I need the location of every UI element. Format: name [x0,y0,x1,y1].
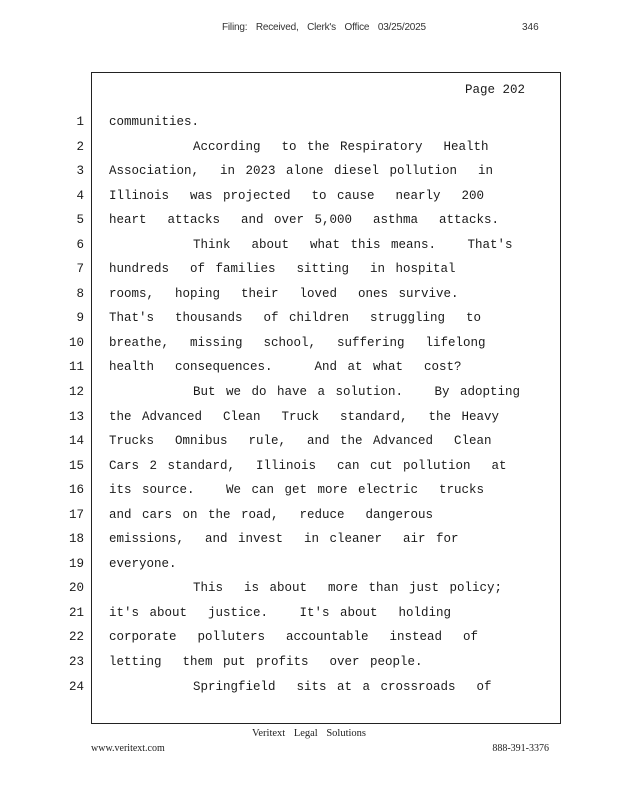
transcript-line: breathe, missing school, suffering lifelong [109,335,486,350]
transcript-line: Illinois was projected to cause nearly 200 [109,188,485,203]
line-number: 12 [68,385,84,400]
footer-phone: 888-391-3376 [492,743,549,754]
line-number: 6 [76,237,84,252]
line-number: 7 [76,262,84,277]
transcript-line: Springfield sits at a crossroads of [109,679,492,694]
transcript-line: communities. [109,115,200,129]
transcript-line: Trucks Omnibus rule, and the Advanced Clean [109,434,492,449]
transcript-line: and cars on the road, reduce dangerous [109,507,434,522]
transcript-line: the Advanced Clean Truck standard, the Heavy [109,409,500,424]
transcript-page-label: Page 202 [464,83,525,97]
transcript-line: its source. We can get more electric trucks [109,483,485,498]
transcript-line: letting them put profits over people. [109,655,423,670]
line-number: 4 [76,188,84,203]
footer-website: www.veritext.com [91,743,165,754]
line-number: 2 [76,139,84,154]
line-number: 11 [68,360,84,375]
transcript-line: corporate polluters accountable instead of [109,630,479,645]
line-number: 23 [68,655,84,670]
line-number-column [60,110,84,699]
transcript-line: heart attacks and over 5,000 asthma attacks. [109,213,500,228]
transcript-line: But we do have a solution. By adopting [109,385,521,400]
transcript-text [109,110,549,699]
line-number: 18 [68,532,84,547]
line-number: 8 [76,286,84,301]
transcript-line: everyone. [109,556,177,571]
line-number: 1 [76,115,84,129]
transcript-line: rooms, hoping their loved ones survive. [109,286,459,301]
line-number: 22 [68,630,84,645]
line-number: 21 [68,605,84,620]
transcript-line: emissions, and invest in cleaner air for [109,532,459,547]
line-number: 9 [76,311,84,326]
transcript-line: According to the Respiratory Health [109,139,489,154]
line-number: 20 [68,581,84,596]
line-number: 15 [68,458,84,473]
filing-stamp: Filing: Received, Clerk's Office 03/25/2025 [222,22,426,33]
page-header [0,22,618,38]
line-number: 14 [68,434,84,449]
line-number: 13 [68,409,84,424]
transcript-line: health consequences. And at what cost? [109,360,462,375]
transcript-line: Think about what this means. That's [109,237,513,252]
document-page-number: 346 [522,22,539,33]
line-number: 17 [68,507,84,522]
line-number: 3 [76,164,84,179]
transcript-line: hundreds of families sitting in hospital [109,262,456,277]
footer-company: Veritext Legal Solutions [251,728,367,739]
line-number: 10 [68,335,84,350]
line-number: 19 [68,556,84,571]
transcript-line: This is about more than just policy; [109,581,503,596]
transcript-line: That's thousands of children struggling to [109,311,482,326]
line-number: 5 [76,213,84,228]
transcript-line: Cars 2 standard, Illinois can cut pollution at [109,458,507,473]
line-number: 24 [68,679,84,694]
line-number: 16 [68,483,84,498]
transcript-line: Association, in 2023 alone diesel pollution in [109,164,494,179]
transcript-line: it's about justice. It's about holding [109,605,452,620]
